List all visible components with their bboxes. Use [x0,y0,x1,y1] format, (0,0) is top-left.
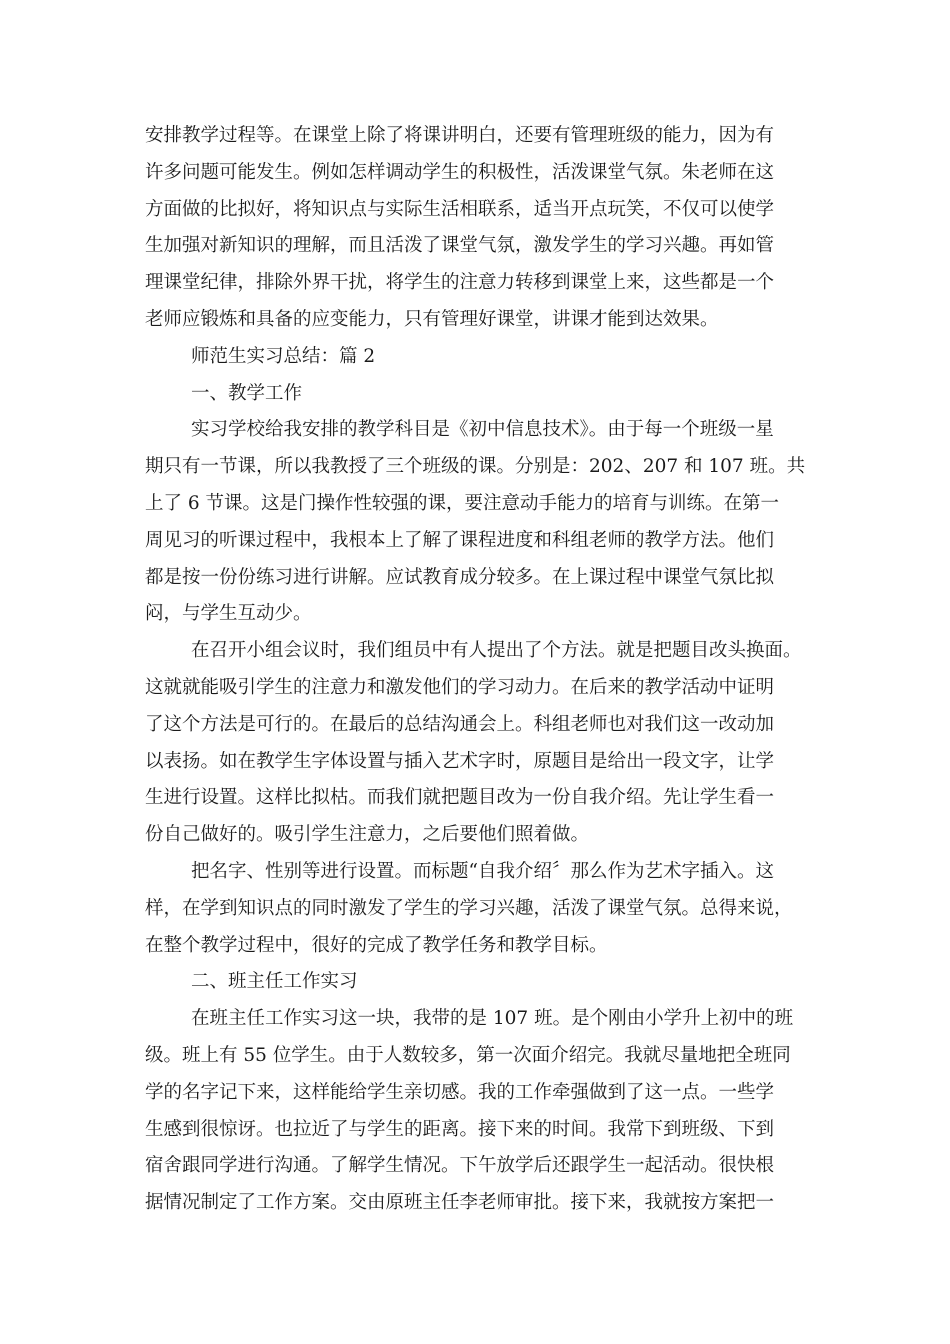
text-line: 学的名字记下来，这样能给学生亲切感。我的工作牵强做到了这一点。一些学 [145,1081,775,1103]
text-line: 以表扬。如在教学生字体设置与插入艺术字时，原题目是给出一段文字，让学 [145,750,775,772]
text-line: 级。班上有 55 位学生。由于人数较多，第一次面介绍完。我就尽量地把全班同 [145,1044,791,1066]
text-line: 据情况制定了工作方案。交由原班主任李老师审批。接下来，我就按方案把一 [145,1192,775,1214]
text-line: 这就就能吸引学生的注意力和激发他们的学习动力。在后来的教学活动中证明 [145,676,775,698]
text-line: 师范生实习总结：篇 2 [191,345,376,367]
document-body [145,118,817,1222]
text-line: 许多问题可能发生。例如怎样调动学生的积极性，活泼课堂气氛。朱老师在这 [145,161,775,183]
text-line: 理课堂纪律，排除外界干扰，将学生的注意力转移到课堂上来，这些都是一个 [145,272,775,294]
text-line: 在整个教学过程中，很好的完成了教学任务和教学目标。 [145,934,608,956]
text-line: 在召开小组会议时，我们组员中有人提出了个方法。就是把题目改头换面。 [191,640,802,662]
text-line: 方面做的比拟好，将知识点与实际生活相联系，适当开点玩笑，不仅可以使学 [145,198,775,220]
text-line: 了这个方法是可行的。在最后的总结沟通会上。科组老师也对我们这一改动加 [145,713,775,735]
text-line: 二、班主任工作实习 [191,971,358,993]
text-line: 都是按一份份练习进行讲解。应试教育成分较多。在上课过程中课堂气氛比拟 [145,566,775,588]
text-line: 上了 6 节课。这是门操作性较强的课，要注意动手能力的培育与训练。在第一 [145,492,780,514]
text-line: 生加强对新知识的理解，而且活泼了课堂气氛，激发学生的学习兴趣。再如管 [145,235,775,257]
text-line: 安排教学过程等。在课堂上除了将课讲明白，还要有管理班级的能力，因为有 [145,125,775,146]
text-line: 样，在学到知识点的同时激发了学生的学习兴趣，活泼了课堂气氛。总得来说， [145,897,793,919]
text-line: 闷，与学生互动少。 [145,603,312,625]
text-line: 期只有一节课，所以我教授了三个班级的课。分别是：202、207 和 107 班。共 [145,456,806,478]
text-line: 周见习的听课过程中，我根本上了解了课程进度和科组老师的教学方法。他们 [145,529,775,551]
text-line: 生感到很惊讶。也拉近了与学生的距离。接下来的时间。我常下到班级、下到 [145,1118,775,1140]
text-line: 生进行设置。这样比拟枯。而我们就把题目改为一份自我介绍。先让学生看一 [145,787,775,809]
text-line: 老师应锻炼和具备的应变能力，只有管理好课堂，讲课才能到达效果。 [145,308,719,330]
text-line: 宿舍跟同学进行沟通。了解学生情况。下午放学后还跟学生一起活动。很快根 [145,1155,775,1177]
text-line: 在班主任工作实习这一块，我带的是 107 班。是个刚由小学升上初中的班 [191,1008,794,1030]
text-line: 实习学校给我安排的教学科目是《初中信息技术》。由于每一个班级一星 [191,419,774,441]
text-line: 把名字、性别等进行设置。而标题“自我介绍〞那么作为艺术字插入。这 [191,860,774,882]
text-line: 一、教学工作 [191,382,303,404]
text-line: 份自己做好的。吸引学生注意力，之后要他们照着做。 [145,824,590,846]
